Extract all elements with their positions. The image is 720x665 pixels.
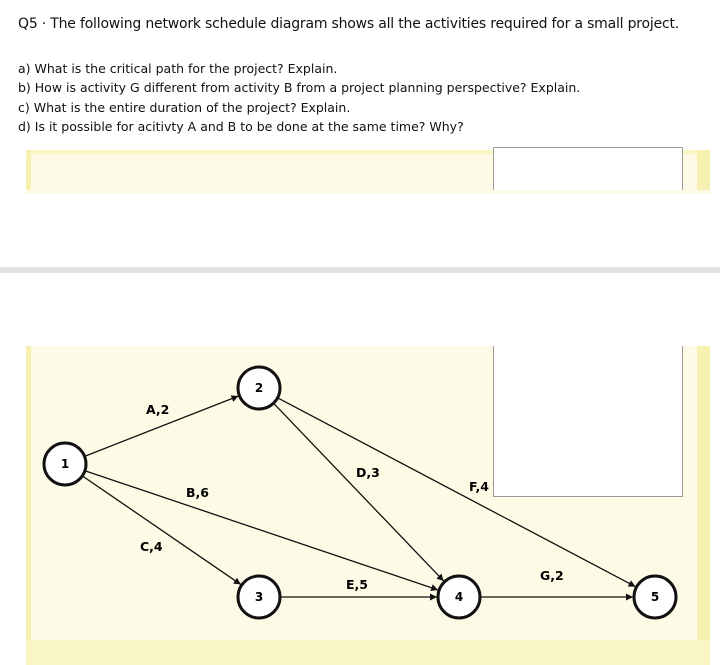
activity-arrows (82, 396, 635, 597)
part-c: c) What is the entire duration of the project? Explain. (18, 99, 351, 115)
activity-label: A,2 (146, 402, 170, 417)
event-node-label: 1 (60, 457, 70, 471)
event-node-label: 5 (650, 590, 660, 604)
part-d: d) Is it possible for acitivty A and B to be done at the same time? Why? (18, 119, 464, 135)
activity-label: F,4 (469, 479, 489, 494)
activity-arrow-2-5 (278, 398, 636, 587)
activity-label: G,2 (540, 568, 564, 583)
part-a: a) What is the critical path for the project? Explain. (18, 61, 338, 76)
event-node-label: 4 (454, 590, 464, 604)
part-b: b) How is activity G different from activity B from a project planning perspective? Explain. (18, 80, 581, 96)
activity-arrow-1-4 (85, 471, 438, 590)
activity-label: B,6 (186, 485, 209, 500)
activity-label: D,3 (356, 465, 380, 480)
activity-label: C,4 (140, 539, 163, 554)
event-node-label: 2 (254, 381, 264, 395)
event-node-label: 3 (254, 590, 264, 604)
activity-arrow-1-3 (82, 476, 241, 585)
activity-label: E,5 (346, 577, 368, 592)
activity-arrow-2-4 (274, 403, 444, 581)
question-text: Q5 · The following network schedule diagram shows all the activities required for a small project. (18, 16, 680, 32)
